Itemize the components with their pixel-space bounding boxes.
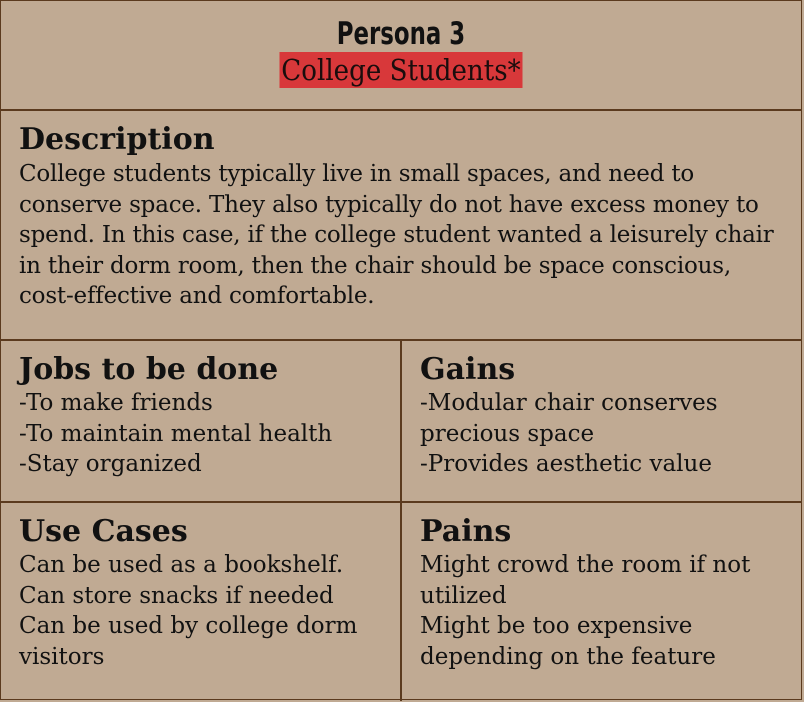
persona-title: Persona 3 [336, 16, 466, 52]
jobs-gains-row [1, 341, 801, 503]
cases-pains-row [1, 503, 801, 701]
persona-header [1, 1, 801, 111]
description-text: College students typically live in small spaces, and need to conserve space. They also typically do not have excess money to spend. In this case, if the college student wanted a leisurely chair in their dorm room, then the chair should be space conscious, cost-effective and comfortable. [19, 161, 774, 309]
persona-subtitle: College Students* [281, 53, 521, 87]
jobs-item: -Stay organized [19, 451, 202, 477]
pains-item: Might crowd the room if not utilized [420, 552, 751, 609]
pains-section [402, 503, 801, 701]
jobs-section [1, 341, 402, 501]
gains-section [402, 341, 801, 501]
use-cases-section [1, 503, 402, 701]
use-case-item: Can be used as a bookshelf. [19, 552, 344, 578]
jobs-heading: Jobs to be done [19, 352, 279, 387]
use-case-item: Can be used by college dorm visitors [19, 613, 358, 670]
use-cases-heading: Use Cases [19, 514, 188, 549]
description-section [1, 111, 801, 341]
use-case-item: Can store snacks if needed [19, 582, 334, 609]
jobs-item: -To make friends [19, 390, 213, 416]
pains-heading: Pains [420, 514, 512, 549]
gains-item: -Provides aesthetic value [420, 451, 712, 477]
gains-item: -Modular chair conserves precious space [420, 390, 718, 447]
description-heading: Description [19, 122, 215, 157]
jobs-item: -To maintain mental health [19, 420, 333, 447]
gains-heading: Gains [420, 352, 516, 387]
pains-item: Might be too expensive depending on the feature [420, 613, 716, 670]
